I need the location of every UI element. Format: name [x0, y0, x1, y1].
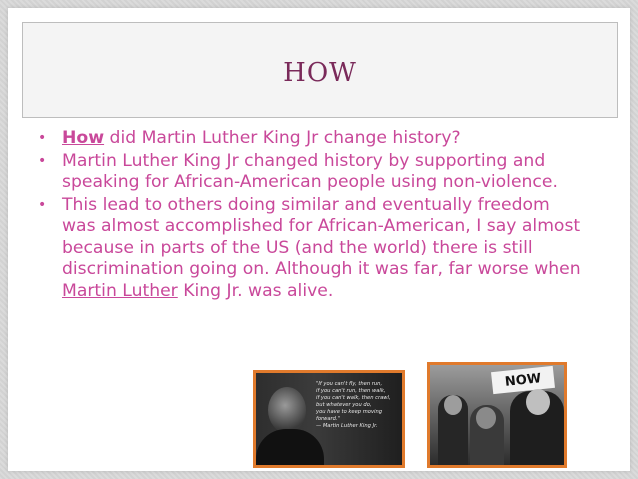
bullet-item [28, 128, 588, 150]
bullet-text: did Martin Luther King Jr change history? [104, 128, 461, 148]
march-photo [427, 362, 567, 468]
bullet-list [28, 128, 588, 303]
bullet-item [28, 195, 588, 303]
mlk-quote-photo [253, 370, 405, 468]
bullet-text: This lead to others doing similar and eventually freedom was almost accomplished for African-American, I say almost because in parts of the US (and the world) there is still discrimination going on. Although it was far, far worse when [62, 194, 581, 279]
bullet-icon: • [38, 196, 47, 213]
bullet-text-end: King Jr. was alive. [177, 280, 334, 301]
bullet-icon: • [38, 130, 47, 146]
slide-title: HOW [283, 58, 357, 88]
bullet-emphasis: How [62, 128, 105, 148]
marcher-face [444, 395, 462, 415]
mlk-link[interactable]: Martin Luther [62, 280, 178, 301]
portrait-body [256, 429, 324, 468]
title-bar [22, 22, 618, 118]
marcher-face [476, 407, 496, 429]
bullet-text: Martin Luther King Jr changed history by supporting and speaking for African-American people using non-violence. [62, 150, 558, 192]
quote-text: "If you can't fly, then run, if you can't run, then walk, if you can't walk, then crawl, but whatever you do, you have to keep moving forward." — Martin Luther King Jr. [316, 381, 391, 429]
bullet-item [28, 151, 588, 194]
portrait-head [268, 387, 306, 433]
bullet-icon: • [38, 152, 47, 169]
protest-sign: NOW [491, 366, 555, 394]
marcher-face [526, 389, 550, 415]
